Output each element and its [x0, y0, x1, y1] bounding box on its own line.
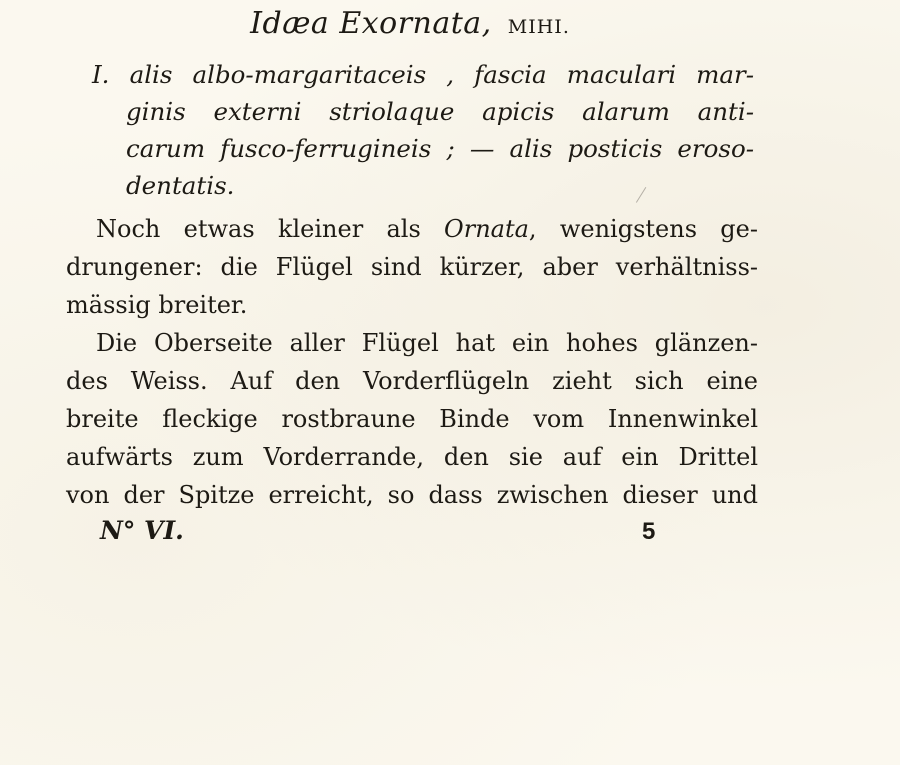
- page-footer: [100, 516, 660, 545]
- species-reference: Ornata: [444, 215, 529, 243]
- text-line: Die Oberseite aller Flügel hat ein hohes glänzen-: [96, 329, 758, 357]
- signature-mark: N° VI.: [100, 516, 184, 545]
- diagnosis-line: I. alis albo-margaritaceis , fascia maculari mar-: [92, 60, 754, 89]
- species-name: Idæa Exornata,: [250, 6, 492, 41]
- text-line: drungener: die Flügel sind kürzer, aber verhältniss-: [66, 253, 758, 281]
- diagnosis-line: dentatis.: [126, 171, 235, 200]
- diagnosis-line: ginis externi striolaque apicis alarum anti-: [126, 97, 754, 126]
- page-number: 5: [642, 518, 656, 545]
- species-heading: [0, 6, 820, 41]
- text-line: breite fleckige rostbraune Binde vom Innenwinkel: [66, 405, 758, 433]
- author-mark: MIHI.: [507, 16, 570, 38]
- text-fragment: , wenigstens ge-: [528, 215, 758, 243]
- diagnosis-line: carum fusco-ferrugineis ; — alis posticis eroso-: [126, 134, 754, 163]
- text-fragment: Noch etwas kleiner als: [96, 215, 445, 243]
- text-line: mässig breiter.: [66, 291, 248, 319]
- text-line: des Weiss. Auf den Vorderflügeln zieht sich eine: [66, 367, 758, 395]
- text-line: [66, 210, 758, 248]
- text-line: aufwärts zum Vorderrande, den sie auf ein Drittel: [66, 443, 758, 471]
- german-description: [66, 210, 758, 514]
- latin-diagnosis: [92, 56, 754, 204]
- text-line: von der Spitze erreicht, so dass zwischen dieser und: [66, 481, 758, 509]
